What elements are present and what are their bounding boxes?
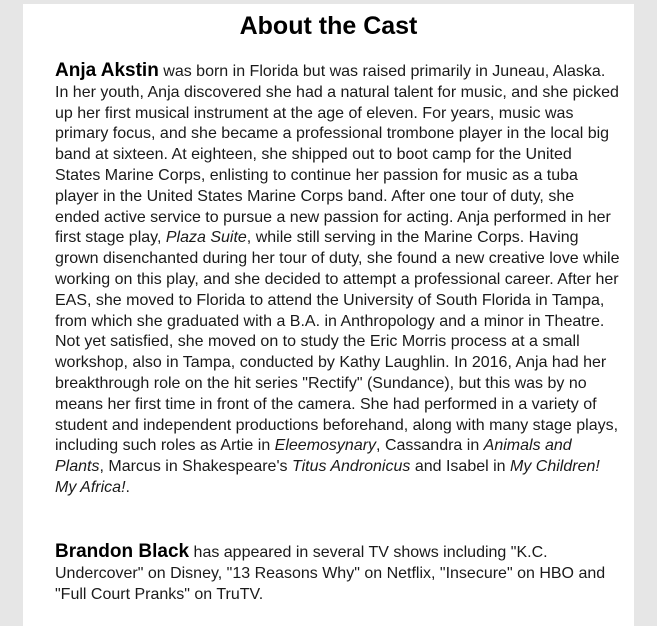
cast-member-name: Anja Akstin (55, 60, 159, 81)
cast-member-name: Brandon Black (55, 541, 190, 562)
work-title: My Children! My Africa! (55, 458, 600, 496)
cast-bio-text (55, 63, 620, 496)
bio-segment: was born in Florida but was raised primarily in Juneau, Alaska. In her youth, Anja discovered she had a natural talent for music, and she picked up her first musical instrument at the age of eleven. For years, music was primary focus, and she became a professional trombone player in the local big band at sixteen. At eighteen, she shipped out to boot camp for the United States Marine Corps, enlisting to continue her passion for music as a tuba player in the United States Marine Corps band. After one tour of duty, she ended active service to pursue a new passion for acting. Anja performed in her first stage play, (55, 63, 619, 247)
bio-segment: , while still serving in the Marine Corps. Having grown disenchanted during her tour of duty, she found a new creative love while working on this play, and she decided to attempt a professional career. After her EAS, she moved to Florida to attend the University of South Florida in Tampa, from which she graduated with a B.A. in Anthropology and a minor in Theatre. Not yet satisfied, she moved on to study the Eric Morris process at a small workshop, also in Tampa, conducted by Kathy Laughlin. In 2016, Anja had her breakthrough role on the hit series "Rectify" (Sundance), but this was by no means her first time in front of the camera. She had performed in a variety of student and independent productions beforehand, along with many stage plays, including such roles as Artie in (55, 229, 620, 455)
cast-page (23, 4, 634, 626)
cast-bio-brandon-black (55, 542, 621, 605)
bio-segment: , Cassandra in (376, 437, 484, 455)
work-title: Titus Andronicus (291, 458, 411, 476)
work-title: Animals and Plants (55, 437, 572, 476)
bio-segment: . (125, 478, 130, 496)
page-title: About the Cast (239, 12, 418, 40)
work-title: Eleemosynary (274, 437, 377, 455)
bio-segment: has appeared in several TV shows including "K.C. Undercover" on Disney, "13 Reasons Why" on Netflix, "Insecure" on HBO and "Full Court Pranks" on TruTV. (55, 544, 606, 603)
cast-bio-anja-akstin (55, 61, 621, 499)
work-title: Plaza Suite (165, 229, 247, 247)
bio-segment: and Isabel in (410, 458, 511, 476)
bio-segment: , Marcus in Shakespeare's (99, 458, 292, 476)
